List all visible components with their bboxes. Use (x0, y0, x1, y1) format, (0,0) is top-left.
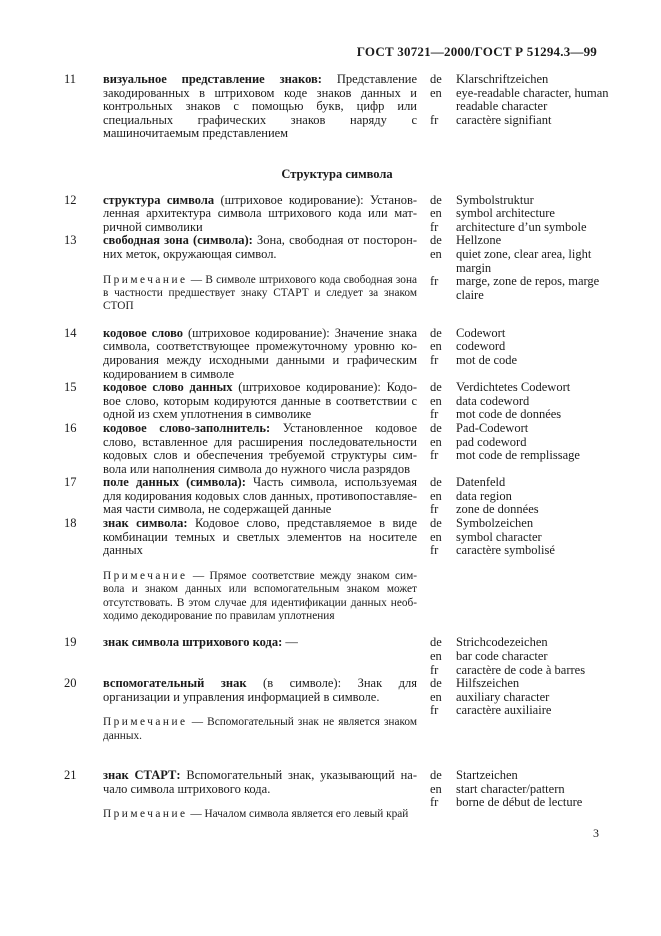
lang-code: de (430, 516, 442, 531)
entry-note (103, 274, 417, 314)
translation-row (430, 769, 610, 783)
term-entry (64, 194, 610, 235)
lang-code: de (430, 233, 442, 248)
definition-text: Кодовое слово, представляемое в виде комбинации темных и светлых элементов на носителе данных (103, 516, 418, 558)
entry-number: 14 (64, 325, 77, 340)
entry-russian (103, 381, 417, 422)
translation-text: Symbolzeichen (456, 516, 534, 531)
translation-text: Verdichtetes Codewort (456, 380, 571, 395)
translation-row (430, 114, 610, 128)
note-text: Началом символа является его левый край (204, 808, 409, 821)
lang-code: en (430, 529, 442, 544)
entry-number: 16 (64, 420, 77, 435)
translation-text: Klarschriftzeichen (456, 72, 549, 86)
translation-text: Hellzone (456, 233, 502, 248)
term-text: кодовое слово-заполнитель: (103, 420, 271, 435)
translation-text: Strichcodezeichen (456, 635, 548, 650)
translation-row (430, 503, 610, 517)
term-text: поле данных (символа): (103, 475, 246, 490)
entry-number: 20 (64, 676, 77, 691)
lang-code: de (430, 768, 442, 783)
entry-translations (430, 517, 610, 558)
translation-text: Codewort (456, 325, 506, 340)
definition-text: Установленное кодовое слово, вставленное для расширения последовательности кодовых слов и обеспечения требуемой структуры символа или наполнения символа до нужного числа разрядов (103, 420, 417, 476)
translation-text: mot code de données (456, 407, 562, 422)
entry-translations (430, 73, 610, 127)
entry-translations (430, 677, 610, 718)
translation-text: codeword (456, 339, 506, 354)
note-text: В символе штрихового кода свободная зона в частности предшествует знаку СТАРТ и следует за знаком СТОП (103, 273, 418, 313)
term-entry (64, 422, 610, 476)
translation-row (430, 221, 610, 235)
entry-russian (103, 73, 417, 141)
definition-paragraph (103, 636, 417, 650)
lang-code: en (430, 781, 442, 796)
translation-row (430, 490, 610, 504)
translation-text: Hilfszeichen (456, 676, 520, 691)
translation-row (430, 327, 610, 341)
translation-text: quiet zone, clear area, light margin (456, 246, 592, 275)
lang-code: de (430, 420, 442, 435)
entry-note (103, 808, 417, 821)
definition-paragraph (103, 422, 417, 476)
lang-code: fr (430, 543, 439, 558)
lang-code: en (430, 393, 442, 408)
lang-code: de (430, 635, 442, 650)
definition-paragraph (103, 73, 417, 141)
definition-text: Установленная архитектура символа штрихового кода или матричной символики (103, 192, 418, 234)
translation-row (430, 650, 610, 664)
translation-row (430, 449, 610, 463)
note-dash: — (190, 273, 203, 286)
term-text: знак символа штрихового кода: (103, 635, 283, 650)
translation-text: architecture d’un symbole (456, 219, 587, 234)
entry-russian (103, 194, 417, 235)
term-text: вспомогательный знак (103, 676, 247, 691)
lang-code: fr (430, 407, 439, 422)
page-number: 3 (593, 826, 599, 840)
lang-code: fr (430, 703, 439, 718)
translation-text: Datenfeld (456, 475, 506, 490)
translation-row (430, 340, 610, 354)
entry-number: 21 (64, 768, 77, 783)
translation-row (430, 636, 610, 650)
translation-row (430, 234, 610, 248)
definition-text: Вспомогательный знак, указывающий начало символа штрихового кода. (103, 768, 417, 796)
translation-text: caractère auxiliaire (456, 703, 552, 718)
definition-text: Значение знака символа, соответствующее промежуточному уровню кодирования между исходными данными и графическим кодированием в символе (103, 325, 417, 381)
translation-row (430, 677, 610, 691)
definition-paragraph (103, 476, 417, 517)
qualifier-text: (штриховое кодирование): (187, 325, 330, 340)
translation-text: symbol character (456, 529, 542, 544)
qualifier-text: (штриховое кодирование): (220, 192, 364, 207)
lang-code: fr (430, 274, 439, 289)
term-entry (64, 476, 610, 517)
entry-translations (430, 327, 610, 368)
lang-code: en (430, 206, 442, 221)
entry-translations (430, 769, 610, 810)
translation-row (430, 544, 610, 558)
translation-row (430, 704, 610, 718)
entry-number: 11 (64, 72, 77, 86)
translation-text: caractère de code à barres (456, 662, 586, 677)
lang-code: en (430, 649, 442, 664)
translation-text: symbol architecture (456, 206, 555, 221)
translation-row (430, 531, 610, 545)
entry-russian (103, 422, 417, 476)
note-dash: — (192, 569, 205, 582)
translation-row (430, 207, 610, 221)
translation-text: auxiliary character (456, 689, 550, 704)
translation-row (430, 194, 610, 208)
translation-text: caractère signifiant (456, 112, 552, 127)
term-text: кодовое слово (103, 325, 184, 340)
translation-row (430, 691, 610, 705)
term-entry (64, 381, 610, 422)
definition-text: Знак для организации и управления информацией в символе. (103, 676, 417, 704)
entry-translations (430, 234, 610, 302)
translation-row (430, 436, 610, 450)
definition-text: Представление закодированных в штриховом коде знаков данных и контрольных знаков с помощью букв, цифр или специальных графических знаков наряду с машиночитаемым представлением (103, 72, 417, 141)
term-text: свободная зона (символа): (103, 233, 253, 248)
term-text: визуальное представление знаков: (103, 72, 322, 86)
translation-text: eye-readable character, human readable character (456, 85, 609, 114)
lang-code: en (430, 246, 442, 261)
entry-number: 12 (64, 192, 77, 207)
translation-text: borne de début de lecture (456, 795, 583, 810)
entry-number: 13 (64, 233, 77, 248)
lang-code: en (430, 488, 442, 503)
translation-row (430, 408, 610, 422)
entry-russian (103, 769, 417, 822)
term-entry (64, 234, 610, 313)
lang-code: en (430, 434, 442, 449)
entry-translations (430, 422, 610, 463)
translation-text: start character/pattern (456, 781, 565, 796)
term-text: знак СТАРТ: (103, 768, 181, 783)
translation-text: bar code character (456, 649, 548, 664)
translation-text: data region (456, 488, 512, 503)
translation-text: zone de données (456, 502, 539, 517)
definition-paragraph (103, 769, 417, 796)
definition-text: Зона, свободная от посторонних меток, окружающая символ. (103, 233, 417, 261)
translation-row (430, 381, 610, 395)
translation-row (430, 796, 610, 810)
note-label: Примечание (103, 808, 188, 821)
translation-text: pad codeword (456, 434, 527, 449)
definition-text: Кодовое слово, которым кодируются данные в соответствии с одной из схем уплотнения в символике (103, 380, 418, 422)
lang-code: fr (430, 662, 439, 677)
entry-russian (103, 234, 417, 313)
note-label: Примечание (103, 569, 188, 582)
entry-russian (103, 327, 417, 381)
section-heading: Структура символа (281, 166, 393, 181)
definition-paragraph (103, 327, 417, 381)
translation-row (430, 73, 610, 87)
term-entry (64, 517, 610, 623)
term-entry (64, 769, 610, 822)
lang-code: de (430, 72, 442, 86)
lang-code: en (430, 339, 442, 354)
entry-number: 17 (64, 475, 77, 490)
entry-russian (103, 517, 417, 623)
lang-code: fr (430, 219, 439, 234)
definition-text: Часть символа, используемая для кодирования кодовых слов данных, противопоставляемая части символа, не содержащей данные (103, 475, 418, 517)
definition-paragraph (103, 234, 417, 261)
term-entry (64, 73, 610, 141)
term-entry (64, 677, 610, 743)
entry-translations (430, 636, 610, 677)
translation-row (430, 248, 610, 275)
entry-translations (430, 381, 610, 422)
translation-row (430, 517, 610, 531)
term-text: знак символа: (103, 516, 188, 531)
translation-text: mot code de remplissage (456, 448, 580, 463)
translation-row (430, 275, 610, 302)
lang-code: de (430, 475, 442, 490)
lang-code: fr (430, 352, 439, 367)
qualifier-text: (штриховое кодирование): (238, 380, 381, 395)
definition-paragraph (103, 677, 417, 704)
translation-text: Pad-Codewort (456, 420, 529, 435)
lang-code: en (430, 689, 442, 704)
translation-text: Startzeichen (456, 768, 518, 783)
translation-text: Symbolstruktur (456, 192, 534, 207)
translation-row (430, 783, 610, 797)
definition-text: — (285, 635, 298, 650)
entry-translations (430, 476, 610, 517)
lang-code: fr (430, 448, 439, 463)
entry-russian (103, 476, 417, 517)
doc-header: ГОСТ 30721—2000/ГОСТ Р 51294.3—99 (356, 44, 597, 59)
entry-number: 18 (64, 516, 77, 531)
lang-code: de (430, 325, 442, 340)
note-dash: — (190, 808, 202, 821)
translation-row (430, 422, 610, 436)
lang-code: de (430, 192, 442, 207)
entry-russian (103, 677, 417, 743)
translation-text: caractère symbolisé (456, 543, 555, 558)
lang-code: fr (430, 502, 439, 517)
lang-code: de (430, 380, 442, 395)
term-entry (64, 636, 610, 677)
entry-note (103, 716, 417, 743)
translation-text: marge, zone de repos, marge claire (456, 274, 600, 302)
terms-list (64, 73, 610, 822)
definition-paragraph (103, 194, 417, 235)
entry-number: 15 (64, 380, 77, 395)
translation-row (430, 87, 610, 114)
qualifier-text: (в символе): (263, 676, 342, 691)
entry-russian (103, 636, 417, 650)
translation-row (430, 354, 610, 368)
lang-code: en (430, 85, 442, 100)
translation-row (430, 476, 610, 490)
note-label: Примечание (103, 273, 188, 286)
entry-translations (430, 194, 610, 235)
translation-row (430, 395, 610, 409)
lang-code: fr (430, 795, 439, 810)
translation-text: data codeword (456, 393, 530, 408)
entry-note (103, 570, 417, 624)
translation-text: mot de code (456, 352, 518, 367)
term-entry (64, 327, 610, 381)
lang-code: fr (430, 112, 439, 127)
definition-paragraph (103, 381, 417, 422)
entry-number: 19 (64, 635, 77, 650)
note-text: Прямое соответствие между знаком символа и знаком данных или вспомогательным знаком может отсутствовать. В этом случае для идентификации данных необходимо декодирование по правилам уплотнения (103, 569, 417, 623)
note-dash: — (191, 716, 203, 729)
lang-code: de (430, 676, 442, 691)
note-text: Вспомогательный знак не является знаком данных. (103, 716, 417, 742)
definition-paragraph (103, 517, 417, 558)
note-label: Примечание (103, 716, 188, 729)
term-text: структура символа (103, 192, 215, 207)
term-text: кодовое слово данных (103, 380, 233, 395)
translation-row (430, 664, 610, 678)
